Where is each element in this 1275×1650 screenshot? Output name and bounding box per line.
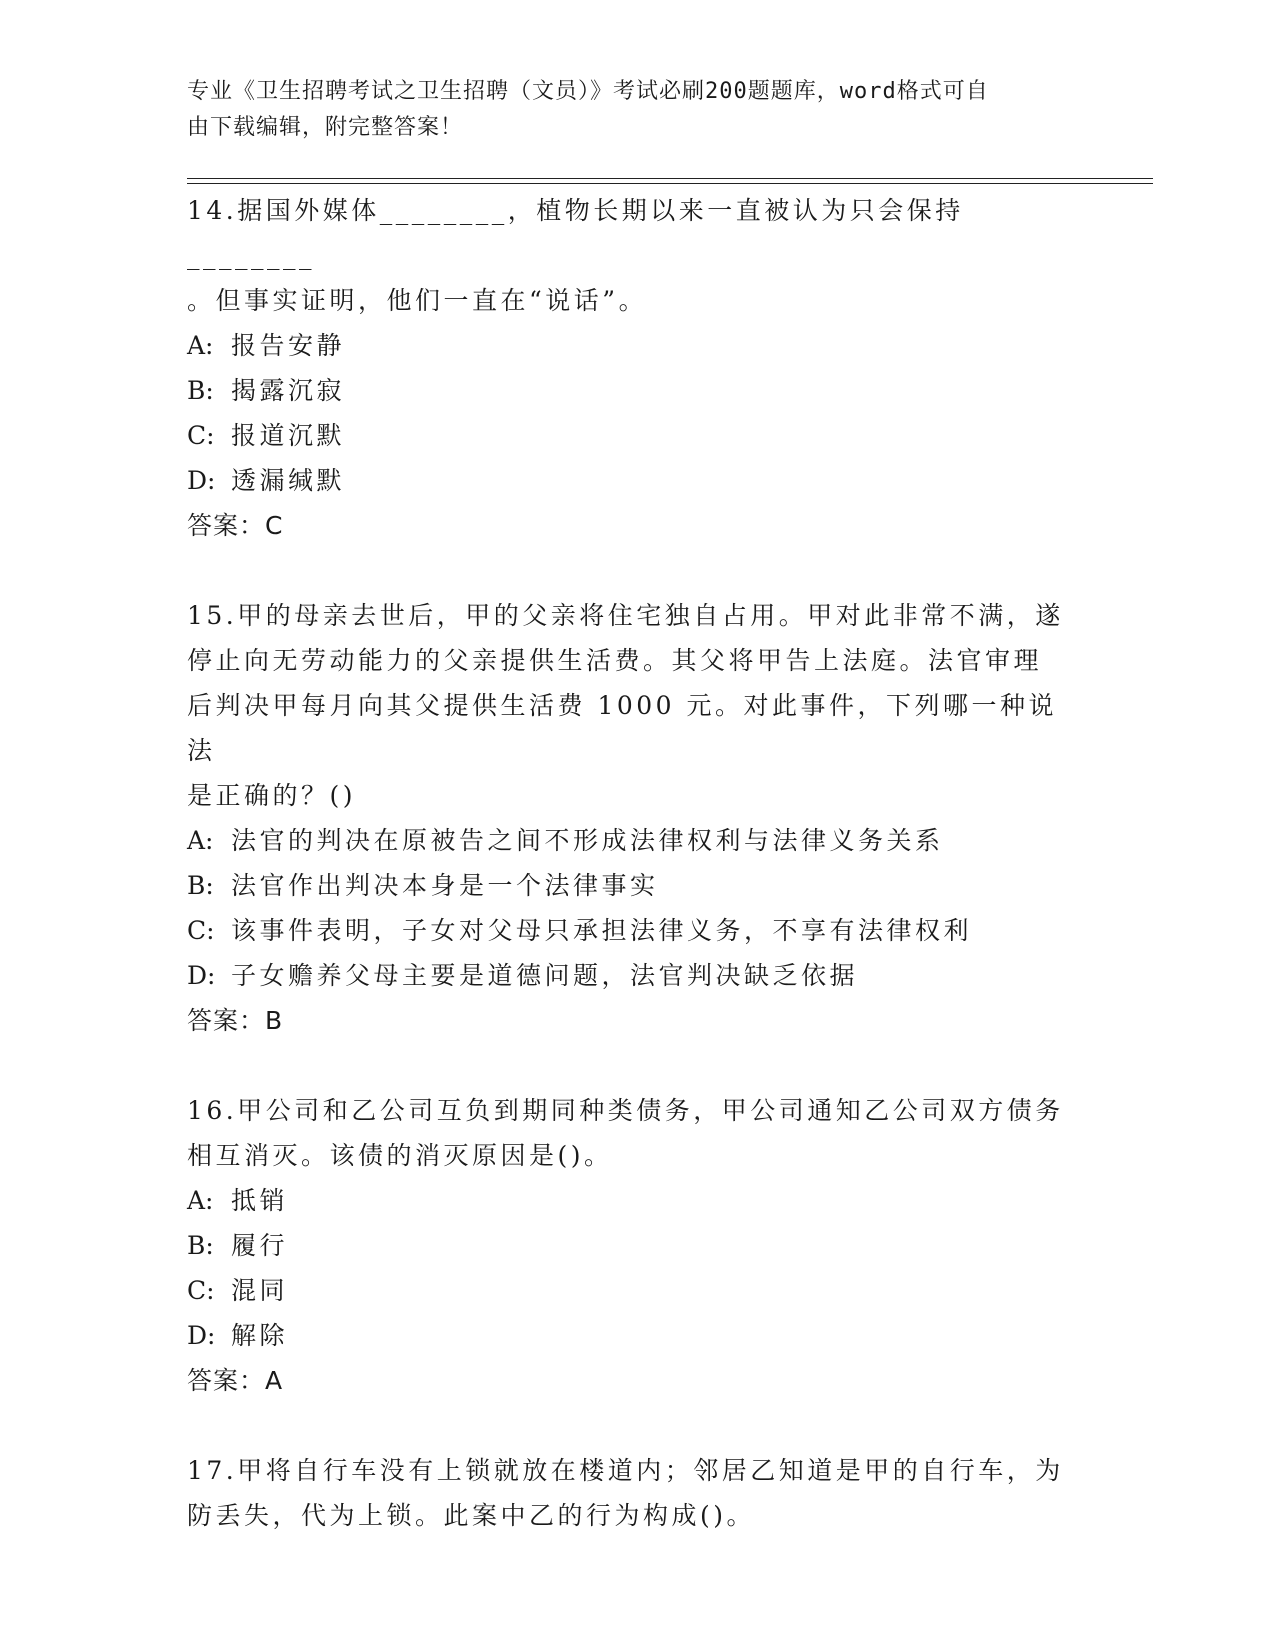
- option-d: [187, 458, 1067, 503]
- question-stem-line: 相互消灭。该债的消灭原因是()。: [187, 1141, 613, 1170]
- question-spacer: [187, 1403, 1067, 1448]
- option-letter: C:: [187, 1276, 215, 1305]
- question-stem-line: 是正确的？(): [187, 781, 357, 810]
- question-16: [187, 1088, 1067, 1403]
- option-text: 揭露沉寂: [231, 376, 346, 405]
- header-divider-bottom: [187, 183, 1153, 184]
- option-text: 法官的判决在原被告之间不形成法律权利与法律义务关系: [231, 826, 944, 855]
- option-text: 该事件表明，子女对父母只承担法律义务，不享有法律权利: [231, 916, 973, 945]
- question-stem-line: 15.甲的母亲去世后，甲的父亲将住宅独自占用。甲对此非常不满，遂: [187, 601, 1064, 630]
- question-14: [187, 188, 1067, 548]
- option-c: [187, 1268, 1067, 1313]
- question-stem-line: 。但事实证明，他们一直在“说话”。: [187, 286, 648, 315]
- option-text: 混同: [231, 1276, 289, 1305]
- question-spacer: [187, 1043, 1067, 1088]
- option-d: [187, 953, 1067, 998]
- document-header: [187, 74, 1067, 146]
- option-letter: B:: [187, 871, 214, 900]
- question-stem-line: 14.据国外媒体________，植物长期以来一直被认为只会保持________: [187, 196, 964, 270]
- option-letter: B:: [187, 1231, 214, 1260]
- question-spacer: [187, 548, 1067, 593]
- option-d: [187, 1313, 1067, 1358]
- question-17: [187, 1448, 1067, 1538]
- question-stem-line: 16.甲公司和乙公司互负到期同种类债务，甲公司通知乙公司双方债务: [187, 1096, 1064, 1125]
- option-letter: A:: [187, 331, 214, 360]
- question-stem-line: 17.甲将自行车没有上锁就放在楼道内；邻居乙知道是甲的自行车，为: [187, 1456, 1064, 1485]
- answer-line: 答案：B: [187, 1006, 284, 1035]
- option-text: 履行: [231, 1231, 289, 1260]
- option-text: 报道沉默: [231, 421, 346, 450]
- option-text: 报告安静: [231, 331, 346, 360]
- option-letter: A:: [187, 826, 214, 855]
- option-b: [187, 863, 1067, 908]
- option-text: 法官作出判决本身是一个法律事实: [231, 871, 659, 900]
- answer-line: 答案：C: [187, 511, 284, 540]
- option-text: 透漏缄默: [231, 466, 346, 495]
- question-stem-line: 停止向无劳动能力的父亲提供生活费。其父将甲告上法庭。法官审理: [187, 646, 1043, 675]
- option-letter: D:: [187, 961, 216, 990]
- question-list: [187, 188, 1067, 1538]
- option-b: [187, 368, 1067, 413]
- option-letter: D:: [187, 1321, 216, 1350]
- question-stem-line: 防丢失，代为上锁。此案中乙的行为构成()。: [187, 1501, 756, 1530]
- header-divider-top: [187, 178, 1153, 179]
- option-text: 子女赡养父母主要是道德问题，法官判决缺乏依据: [231, 961, 859, 990]
- question-stem-line: 后判决甲每月向其父提供生活费 1000 元。对此事件，下列哪一种说法: [187, 691, 1058, 765]
- option-a: [187, 818, 1067, 863]
- option-c: [187, 413, 1067, 458]
- header-line-2: 由下载编辑，附完整答案！: [187, 115, 464, 140]
- option-letter: C:: [187, 916, 215, 945]
- option-text: 解除: [231, 1321, 289, 1350]
- header-line-1: 专业《卫生招聘考试之卫生招聘（文员）》考试必刷200题题库，word格式可自: [187, 79, 989, 104]
- option-letter: D:: [187, 466, 216, 495]
- question-15: [187, 593, 1067, 1043]
- option-a: [187, 323, 1067, 368]
- option-a: [187, 1178, 1067, 1223]
- option-b: [187, 1223, 1067, 1268]
- option-text: 抵销: [231, 1186, 289, 1215]
- option-c: [187, 908, 1067, 953]
- option-letter: B:: [187, 376, 214, 405]
- option-letter: A:: [187, 1186, 214, 1215]
- answer-line: 答案：A: [187, 1366, 284, 1395]
- option-letter: C:: [187, 421, 215, 450]
